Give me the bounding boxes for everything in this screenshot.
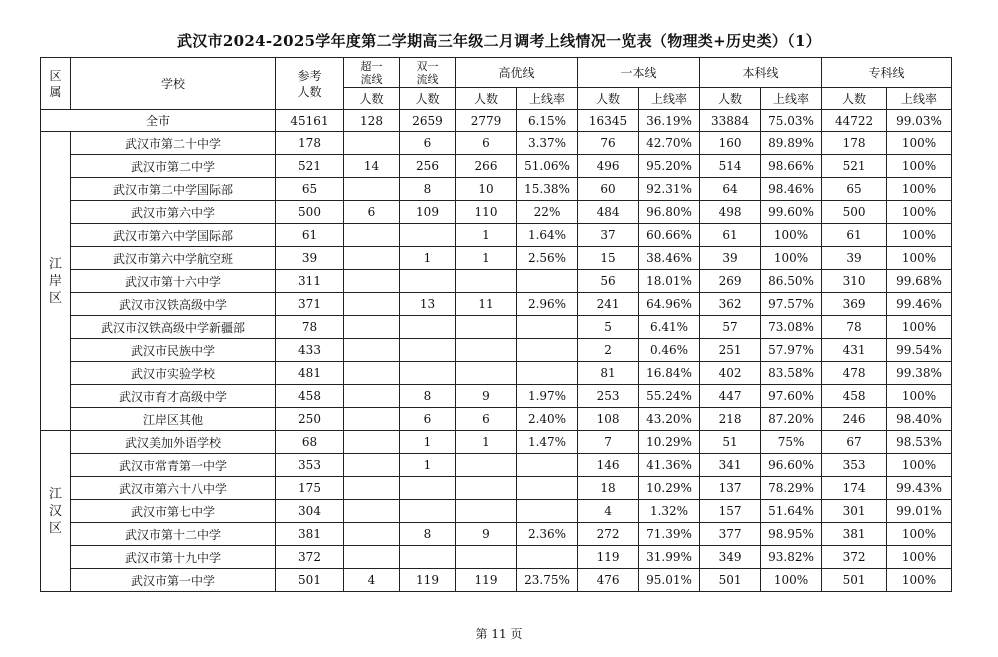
- total-first-count: 16345: [578, 110, 639, 132]
- header-bachelor-rate: 上线率: [761, 88, 822, 110]
- high-count: [456, 339, 517, 362]
- school-name: 武汉市第二中学: [71, 155, 276, 178]
- table-row: [41, 178, 952, 201]
- table-row: [41, 454, 952, 477]
- double-count: [400, 224, 456, 247]
- high-count: 110: [456, 201, 517, 224]
- first-count: 76: [578, 132, 639, 155]
- table-row: [41, 362, 952, 385]
- high-count: 6: [456, 408, 517, 431]
- bachelor-rate: 97.60%: [761, 385, 822, 408]
- table-row: [41, 523, 952, 546]
- table-row: [41, 546, 952, 569]
- double-count: [400, 316, 456, 339]
- bachelor-count: 402: [700, 362, 761, 385]
- bachelor-count: 341: [700, 454, 761, 477]
- first-rate: 96.80%: [639, 201, 700, 224]
- super-count: [344, 523, 400, 546]
- high-count: 10: [456, 178, 517, 201]
- first-rate: 0.46%: [639, 339, 700, 362]
- college-rate: 100%: [887, 224, 952, 247]
- first-count: 146: [578, 454, 639, 477]
- double-count: 119: [400, 569, 456, 592]
- college-count: 310: [822, 270, 887, 293]
- bachelor-rate: 98.66%: [761, 155, 822, 178]
- header-first-rate: 上线率: [639, 88, 700, 110]
- high-count: [456, 500, 517, 523]
- candidates: 304: [276, 500, 344, 523]
- bachelor-rate: 98.46%: [761, 178, 822, 201]
- bachelor-count: 501: [700, 569, 761, 592]
- double-count: 109: [400, 201, 456, 224]
- candidates: 78: [276, 316, 344, 339]
- school-name: 武汉市第十六中学: [71, 270, 276, 293]
- high-rate: 2.36%: [517, 523, 578, 546]
- bachelor-count: 64: [700, 178, 761, 201]
- bachelor-count: 218: [700, 408, 761, 431]
- first-count: 56: [578, 270, 639, 293]
- school-name: 武汉市实验学校: [71, 362, 276, 385]
- double-count: 1: [400, 431, 456, 454]
- super-count: 4: [344, 569, 400, 592]
- total-high-rate: 6.15%: [517, 110, 578, 132]
- bachelor-rate: 100%: [761, 569, 822, 592]
- college-count: 369: [822, 293, 887, 316]
- first-rate: 1.32%: [639, 500, 700, 523]
- high-rate: 15.38%: [517, 178, 578, 201]
- total-college-count: 44722: [822, 110, 887, 132]
- college-rate: 100%: [887, 178, 952, 201]
- table-row: [41, 132, 952, 155]
- first-rate: 10.29%: [639, 431, 700, 454]
- total-super: 128: [344, 110, 400, 132]
- double-count: [400, 546, 456, 569]
- school-name: 武汉市第六中学航空班: [71, 247, 276, 270]
- bachelor-rate: 57.97%: [761, 339, 822, 362]
- header-double-first-class: 双一 流线: [400, 58, 456, 88]
- table-row: [41, 224, 952, 247]
- college-count: 458: [822, 385, 887, 408]
- table-row: [41, 293, 952, 316]
- high-rate: 2.96%: [517, 293, 578, 316]
- bachelor-rate: 98.95%: [761, 523, 822, 546]
- school-name: 武汉市汉铁高级中学: [71, 293, 276, 316]
- high-rate: 1.64%: [517, 224, 578, 247]
- college-rate: 100%: [887, 201, 952, 224]
- table-row: [41, 155, 952, 178]
- bachelor-count: 269: [700, 270, 761, 293]
- candidates: 521: [276, 155, 344, 178]
- high-count: [456, 316, 517, 339]
- header-double-count: 人数: [400, 88, 456, 110]
- table-body: [41, 110, 952, 592]
- double-count: 6: [400, 408, 456, 431]
- super-count: [344, 454, 400, 477]
- candidates: 39: [276, 247, 344, 270]
- table-row: [41, 270, 952, 293]
- college-rate: 98.53%: [887, 431, 952, 454]
- header-bachelor-line: 本科线: [700, 58, 822, 88]
- first-count: 476: [578, 569, 639, 592]
- high-count: 9: [456, 385, 517, 408]
- college-count: 431: [822, 339, 887, 362]
- first-count: 5: [578, 316, 639, 339]
- double-count: 256: [400, 155, 456, 178]
- college-count: 67: [822, 431, 887, 454]
- high-rate: 1.47%: [517, 431, 578, 454]
- first-count: 37: [578, 224, 639, 247]
- high-rate: 2.40%: [517, 408, 578, 431]
- super-count: [344, 224, 400, 247]
- bachelor-rate: 89.89%: [761, 132, 822, 155]
- high-rate: 22%: [517, 201, 578, 224]
- first-count: 60: [578, 178, 639, 201]
- first-rate: 42.70%: [639, 132, 700, 155]
- header-college-count: 人数: [822, 88, 887, 110]
- table-row: [41, 201, 952, 224]
- candidates: 178: [276, 132, 344, 155]
- candidates: 61: [276, 224, 344, 247]
- high-rate: 51.06%: [517, 155, 578, 178]
- bachelor-rate: 100%: [761, 224, 822, 247]
- first-rate: 6.41%: [639, 316, 700, 339]
- candidates: 501: [276, 569, 344, 592]
- high-rate: [517, 477, 578, 500]
- first-count: 7: [578, 431, 639, 454]
- school-name: 武汉市第二十中学: [71, 132, 276, 155]
- header-bachelor-count: 人数: [700, 88, 761, 110]
- first-count: 108: [578, 408, 639, 431]
- bachelor-count: 160: [700, 132, 761, 155]
- super-count: [344, 339, 400, 362]
- super-count: [344, 132, 400, 155]
- double-count: 1: [400, 247, 456, 270]
- first-rate: 16.84%: [639, 362, 700, 385]
- school-name: 武汉市常青第一中学: [71, 454, 276, 477]
- school-name: 武汉市汉铁高级中学新疆部: [71, 316, 276, 339]
- first-rate: 43.20%: [639, 408, 700, 431]
- first-count: 253: [578, 385, 639, 408]
- double-count: 8: [400, 385, 456, 408]
- candidates: 65: [276, 178, 344, 201]
- super-count: [344, 408, 400, 431]
- double-count: 1: [400, 454, 456, 477]
- school-name: 武汉市第六中学: [71, 201, 276, 224]
- table-row: [41, 316, 952, 339]
- total-bachelor-count: 33884: [700, 110, 761, 132]
- school-name: 武汉市第十九中学: [71, 546, 276, 569]
- bachelor-count: 362: [700, 293, 761, 316]
- school-name: 江岸区其他: [71, 408, 276, 431]
- high-rate: [517, 339, 578, 362]
- candidates: 433: [276, 339, 344, 362]
- super-count: 6: [344, 201, 400, 224]
- total-high-count: 2779: [456, 110, 517, 132]
- first-count: 4: [578, 500, 639, 523]
- total-college-rate: 99.03%: [887, 110, 952, 132]
- college-count: 478: [822, 362, 887, 385]
- high-rate: [517, 500, 578, 523]
- header-school: 学校: [71, 58, 276, 110]
- super-count: [344, 431, 400, 454]
- table-row: [41, 339, 952, 362]
- first-count: 15: [578, 247, 639, 270]
- header-region: 区 属: [41, 58, 71, 110]
- high-rate: 3.37%: [517, 132, 578, 155]
- high-count: [456, 362, 517, 385]
- college-rate: 100%: [887, 316, 952, 339]
- header-super-count: 人数: [344, 88, 400, 110]
- school-name: 武汉市第十二中学: [71, 523, 276, 546]
- college-rate: 99.54%: [887, 339, 952, 362]
- high-count: 9: [456, 523, 517, 546]
- high-rate: 1.97%: [517, 385, 578, 408]
- school-name: 武汉市第二中学国际部: [71, 178, 276, 201]
- header-row-1: [41, 58, 952, 88]
- super-count: [344, 500, 400, 523]
- header-college-line: 专科线: [822, 58, 952, 88]
- header-super-first-class: 超一 流线: [344, 58, 400, 88]
- candidates: 381: [276, 523, 344, 546]
- high-rate: [517, 362, 578, 385]
- table-row: [41, 569, 952, 592]
- double-count: [400, 362, 456, 385]
- college-rate: 99.43%: [887, 477, 952, 500]
- high-count: 6: [456, 132, 517, 155]
- super-count: [344, 293, 400, 316]
- bachelor-count: 498: [700, 201, 761, 224]
- high-count: 119: [456, 569, 517, 592]
- bachelor-rate: 51.64%: [761, 500, 822, 523]
- candidates: 481: [276, 362, 344, 385]
- college-count: 65: [822, 178, 887, 201]
- candidates: 175: [276, 477, 344, 500]
- table-row: [41, 247, 952, 270]
- high-count: 1: [456, 247, 517, 270]
- college-rate: 100%: [887, 454, 952, 477]
- table-row: [41, 431, 952, 454]
- candidates: 500: [276, 201, 344, 224]
- double-count: 6: [400, 132, 456, 155]
- first-count: 18: [578, 477, 639, 500]
- high-rate: [517, 270, 578, 293]
- header-first-tier-line: 一本线: [578, 58, 700, 88]
- high-count: 266: [456, 155, 517, 178]
- table-row: [41, 408, 952, 431]
- page-title: 武汉市2024-2025学年度第二学期高三年级二月调考上线情况一览表（物理类+历史类）（1）: [176, 32, 822, 50]
- first-count: 241: [578, 293, 639, 316]
- high-count: [456, 454, 517, 477]
- first-count: 2: [578, 339, 639, 362]
- bachelor-rate: 96.60%: [761, 454, 822, 477]
- first-rate: 92.31%: [639, 178, 700, 201]
- double-count: [400, 339, 456, 362]
- bachelor-rate: 93.82%: [761, 546, 822, 569]
- total-double: 2659: [400, 110, 456, 132]
- region-label: 江 汉 区: [41, 431, 71, 592]
- total-label: 全市: [41, 110, 276, 132]
- header-college-rate: 上线率: [887, 88, 952, 110]
- first-rate: 95.01%: [639, 569, 700, 592]
- first-rate: 95.20%: [639, 155, 700, 178]
- super-count: [344, 477, 400, 500]
- college-count: 372: [822, 546, 887, 569]
- bachelor-count: 447: [700, 385, 761, 408]
- double-count: 13: [400, 293, 456, 316]
- header-first-count: 人数: [578, 88, 639, 110]
- school-name: 武汉市第六十八中学: [71, 477, 276, 500]
- double-count: [400, 500, 456, 523]
- super-count: [344, 385, 400, 408]
- high-count: [456, 477, 517, 500]
- header-candidates: 参考 人数: [276, 58, 344, 110]
- high-rate: [517, 546, 578, 569]
- bachelor-rate: 87.20%: [761, 408, 822, 431]
- region-label: 江 岸 区: [41, 132, 71, 431]
- college-rate: 98.40%: [887, 408, 952, 431]
- bachelor-count: 61: [700, 224, 761, 247]
- bachelor-rate: 75%: [761, 431, 822, 454]
- candidates: 372: [276, 546, 344, 569]
- college-rate: 100%: [887, 385, 952, 408]
- total-bachelor-rate: 75.03%: [761, 110, 822, 132]
- college-rate: 99.46%: [887, 293, 952, 316]
- total-first-rate: 36.19%: [639, 110, 700, 132]
- school-name: 武汉市民族中学: [71, 339, 276, 362]
- bachelor-count: 51: [700, 431, 761, 454]
- school-name: 武汉美加外语学校: [71, 431, 276, 454]
- bachelor-count: 349: [700, 546, 761, 569]
- bachelor-rate: 73.08%: [761, 316, 822, 339]
- candidates: 311: [276, 270, 344, 293]
- school-name: 武汉市第七中学: [71, 500, 276, 523]
- high-count: 1: [456, 431, 517, 454]
- citywide-total-row: [41, 110, 952, 132]
- first-rate: 18.01%: [639, 270, 700, 293]
- bachelor-rate: 97.57%: [761, 293, 822, 316]
- super-count: [344, 362, 400, 385]
- bachelor-rate: 99.60%: [761, 201, 822, 224]
- bachelor-count: 137: [700, 477, 761, 500]
- candidates: 250: [276, 408, 344, 431]
- first-count: 119: [578, 546, 639, 569]
- candidates: 68: [276, 431, 344, 454]
- candidates: 353: [276, 454, 344, 477]
- bachelor-count: 251: [700, 339, 761, 362]
- table-row: [41, 385, 952, 408]
- college-rate: 100%: [887, 132, 952, 155]
- college-rate: 100%: [887, 155, 952, 178]
- college-rate: 100%: [887, 523, 952, 546]
- high-count: 11: [456, 293, 517, 316]
- super-count: [344, 316, 400, 339]
- college-rate: 99.01%: [887, 500, 952, 523]
- college-count: 381: [822, 523, 887, 546]
- super-count: [344, 247, 400, 270]
- college-rate: 100%: [887, 569, 952, 592]
- double-count: [400, 477, 456, 500]
- school-name: 武汉市第一中学: [71, 569, 276, 592]
- college-rate: 100%: [887, 546, 952, 569]
- college-rate: 99.68%: [887, 270, 952, 293]
- candidates: 371: [276, 293, 344, 316]
- bachelor-count: 39: [700, 247, 761, 270]
- candidates: 458: [276, 385, 344, 408]
- bachelor-rate: 86.50%: [761, 270, 822, 293]
- first-count: 496: [578, 155, 639, 178]
- super-count: 14: [344, 155, 400, 178]
- high-rate: [517, 454, 578, 477]
- college-count: 178: [822, 132, 887, 155]
- high-rate: 23.75%: [517, 569, 578, 592]
- college-count: 301: [822, 500, 887, 523]
- total-candidates: 45161: [276, 110, 344, 132]
- college-count: 39: [822, 247, 887, 270]
- bachelor-count: 377: [700, 523, 761, 546]
- double-count: [400, 270, 456, 293]
- bachelor-rate: 100%: [761, 247, 822, 270]
- page-number: 第 11 页: [475, 627, 523, 641]
- bachelor-count: 157: [700, 500, 761, 523]
- college-count: 174: [822, 477, 887, 500]
- college-count: 78: [822, 316, 887, 339]
- high-count: [456, 270, 517, 293]
- college-count: 61: [822, 224, 887, 247]
- college-count: 353: [822, 454, 887, 477]
- bachelor-rate: 83.58%: [761, 362, 822, 385]
- double-count: 8: [400, 178, 456, 201]
- super-count: [344, 546, 400, 569]
- college-count: 500: [822, 201, 887, 224]
- bachelor-count: 514: [700, 155, 761, 178]
- college-count: 501: [822, 569, 887, 592]
- college-count: 246: [822, 408, 887, 431]
- table-row: [41, 500, 952, 523]
- results-table: [40, 57, 952, 592]
- bachelor-rate: 78.29%: [761, 477, 822, 500]
- high-count: 1: [456, 224, 517, 247]
- first-rate: 10.29%: [639, 477, 700, 500]
- first-count: 272: [578, 523, 639, 546]
- super-count: [344, 270, 400, 293]
- high-count: [456, 546, 517, 569]
- first-rate: 41.36%: [639, 454, 700, 477]
- first-rate: 31.99%: [639, 546, 700, 569]
- college-count: 521: [822, 155, 887, 178]
- first-rate: 64.96%: [639, 293, 700, 316]
- header-high-rate: 上线率: [517, 88, 578, 110]
- school-name: 武汉市育才高级中学: [71, 385, 276, 408]
- first-rate: 55.24%: [639, 385, 700, 408]
- double-count: 8: [400, 523, 456, 546]
- first-rate: 38.46%: [639, 247, 700, 270]
- header-high-count: 人数: [456, 88, 517, 110]
- header-high-line: 高优线: [456, 58, 578, 88]
- table-row: [41, 477, 952, 500]
- super-count: [344, 178, 400, 201]
- bachelor-count: 57: [700, 316, 761, 339]
- college-rate: 100%: [887, 247, 952, 270]
- high-rate: [517, 316, 578, 339]
- first-rate: 71.39%: [639, 523, 700, 546]
- first-rate: 60.66%: [639, 224, 700, 247]
- college-rate: 99.38%: [887, 362, 952, 385]
- school-name: 武汉市第六中学国际部: [71, 224, 276, 247]
- first-count: 484: [578, 201, 639, 224]
- high-rate: 2.56%: [517, 247, 578, 270]
- first-count: 81: [578, 362, 639, 385]
